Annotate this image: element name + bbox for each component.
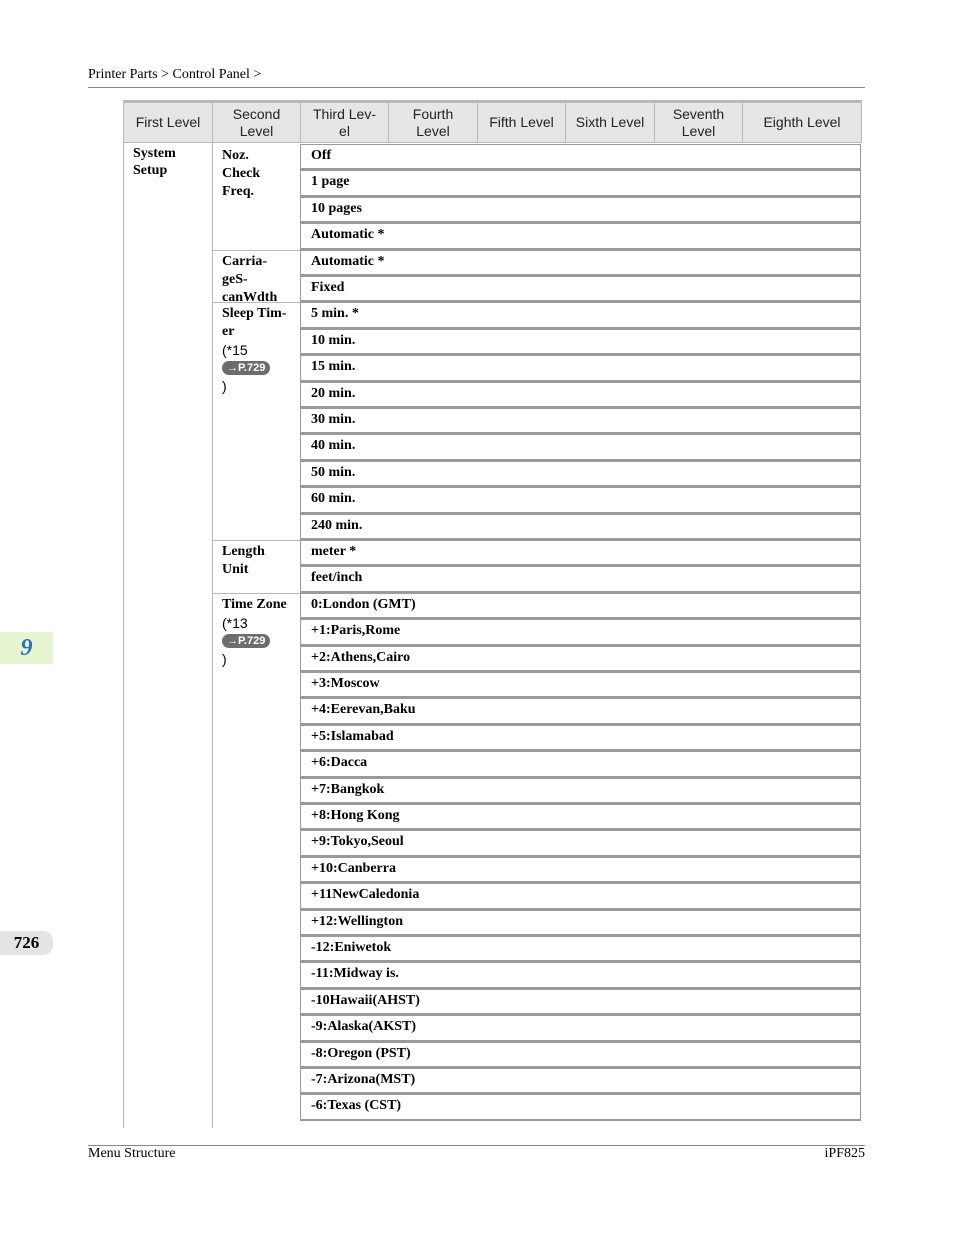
- setting-value: -12:Eniwetok: [300, 936, 861, 962]
- column-header: Sixth Level: [565, 103, 654, 142]
- setting-value: meter *: [300, 540, 861, 566]
- column-header: Seventh Level: [654, 103, 742, 142]
- group-divider: [213, 540, 300, 541]
- column-divider: [123, 143, 124, 1128]
- setting-value: +9:Tokyo,Seoul: [300, 830, 861, 856]
- second-level-cell: [213, 144, 299, 250]
- column-header: Fourth Level: [388, 103, 477, 142]
- footer-divider: [88, 1145, 865, 1146]
- setting-value: +1:Paris,Rome: [300, 619, 861, 645]
- column-header: Fifth Level: [477, 103, 565, 142]
- setting-value: -10Hawaii(AHST): [300, 989, 861, 1015]
- footnote-marker: (*15: [222, 342, 248, 359]
- setting-value: 5 min. *: [300, 302, 861, 328]
- setting-value: 60 min.: [300, 487, 861, 513]
- chapter-tab: 9: [0, 632, 53, 664]
- setting-value: 0:London (GMT): [300, 593, 861, 619]
- column-header: First Level: [123, 103, 212, 142]
- setting-value: Fixed: [300, 276, 861, 302]
- setting-value: +12:Wellington: [300, 910, 861, 936]
- setting-value: +10:Canberra: [300, 857, 861, 883]
- setting-value: -8:Oregon (PST): [300, 1042, 861, 1068]
- group-divider: [213, 250, 300, 251]
- setting-value: feet/inch: [300, 566, 861, 592]
- first-level-cell: System Setup: [133, 146, 176, 178]
- setting-value: 50 min.: [300, 461, 861, 487]
- setting-value: -6:Texas (CST): [300, 1094, 861, 1120]
- page-reference-link[interactable]: →P.729: [222, 361, 270, 375]
- setting-value: Off: [300, 144, 861, 170]
- setting-value: 240 min.: [300, 514, 861, 540]
- setting-value: -7:Arizona(MST): [300, 1068, 861, 1094]
- setting-value: -9:Alaska(AKST): [300, 1015, 861, 1041]
- column-header: Second Level: [212, 103, 300, 142]
- table-header: [123, 100, 862, 143]
- setting-value: +5:Islamabad: [300, 725, 861, 751]
- second-level-cell: [213, 302, 299, 540]
- second-level-cell: [213, 593, 299, 1121]
- setting-value: 40 min.: [300, 434, 861, 460]
- setting-value: 10 min.: [300, 329, 861, 355]
- group-divider: [213, 593, 300, 594]
- second-level-label: Noz. Check Freq.: [222, 148, 261, 199]
- second-level-label: Sleep Tim- er: [222, 306, 287, 340]
- header-divider: [88, 87, 865, 88]
- setting-value: 20 min.: [300, 382, 861, 408]
- setting-value: +2:Athens,Cairo: [300, 646, 861, 672]
- footnote-close: ): [222, 378, 227, 395]
- second-level-cell: [213, 250, 299, 303]
- group-divider: [213, 302, 300, 303]
- setting-value: +3:Moscow: [300, 672, 861, 698]
- footnote-marker: (*13: [222, 614, 248, 631]
- setting-value: 1 page: [300, 170, 861, 196]
- setting-value: +7:Bangkok: [300, 778, 861, 804]
- setting-value: Automatic *: [300, 223, 861, 249]
- setting-value: +11NewCaledonia: [300, 883, 861, 909]
- setting-value: 15 min.: [300, 355, 861, 381]
- page-reference-link[interactable]: →P.729: [222, 634, 270, 648]
- setting-value: +6:Dacca: [300, 751, 861, 777]
- second-level-label: Time Zone: [222, 596, 287, 612]
- column-header: Eighth Level: [742, 103, 862, 142]
- second-level-label: Length Unit: [222, 544, 265, 577]
- setting-value: 10 pages: [300, 197, 861, 223]
- setting-value: Automatic *: [300, 250, 861, 276]
- setting-value: +8:Hong Kong: [300, 804, 861, 830]
- setting-value: 30 min.: [300, 408, 861, 434]
- footer-section-title: Menu Structure: [88, 1146, 176, 1161]
- breadcrumb: Printer Parts > Control Panel >: [88, 67, 262, 82]
- second-level-cell: [213, 540, 299, 593]
- setting-value: -11:Midway is.: [300, 962, 861, 988]
- column-header: Third Lev- el: [300, 103, 388, 142]
- setting-value: +4:Eerevan,Baku: [300, 698, 861, 724]
- footnote-close: ): [222, 650, 227, 667]
- second-level-label: Carria- geS- canWdth: [222, 253, 278, 305]
- footer-model-name: iPF825: [824, 1146, 865, 1161]
- page-number-tab: 726: [0, 931, 53, 955]
